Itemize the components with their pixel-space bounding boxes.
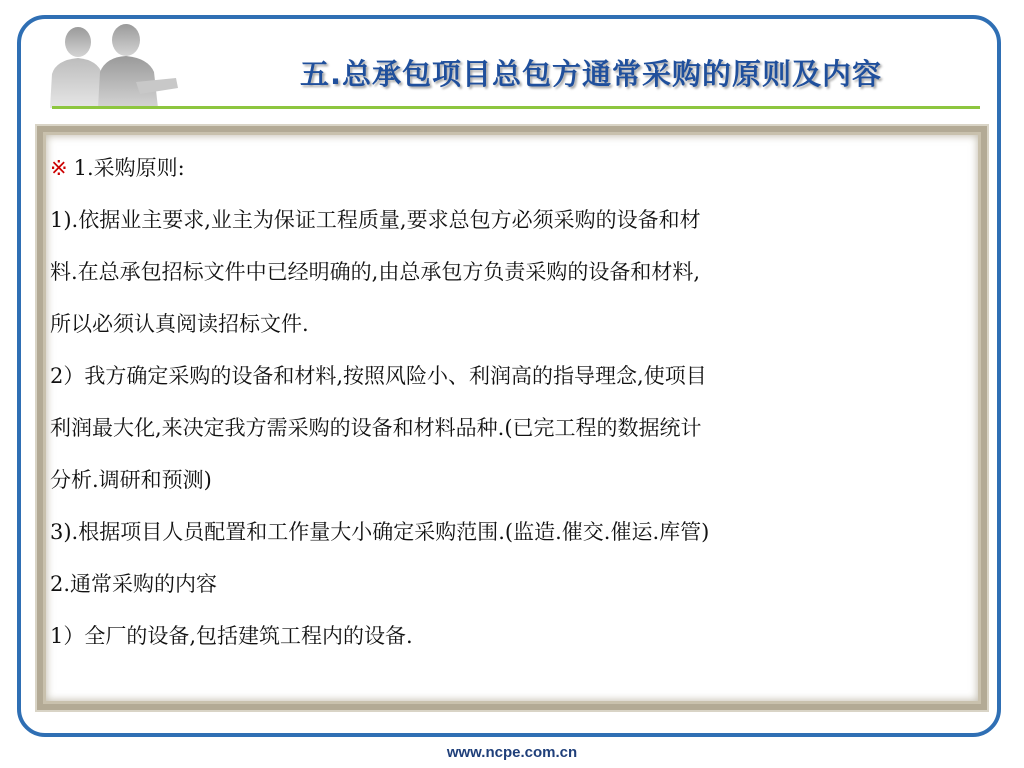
title-underline <box>52 106 980 109</box>
text-line: 2.通常采购的内容 <box>50 572 218 596</box>
business-people-silhouette-icon <box>40 22 180 108</box>
section-heading: 1.采购原则: <box>73 156 185 180</box>
text-line: 1）全厂的设备,包括建筑工程内的设备. <box>50 624 413 648</box>
text-line: 料.在总承包招标文件中已经明确的,由总承包方负责采购的设备和材料, <box>50 260 701 284</box>
text-line: 分析.调研和预测) <box>50 468 212 492</box>
page-title: 五.总承包项目总包方通常采购的原则及内容 <box>300 57 883 91</box>
text-line: 2）我方确定采购的设备和材料,按照风险小、利润高的指导理念,使项目 <box>50 364 707 388</box>
section-heading-line <box>50 142 980 194</box>
text-line: 3).根据项目人员配置和工作量大小确定采购范围.(监造.催交.催运.库管) <box>50 520 710 544</box>
content-body <box>50 142 980 662</box>
reference-mark-icon: ※ <box>50 156 68 180</box>
text-line: 利润最大化,来决定我方需采购的设备和材料品种.(已完工程的数据统计 <box>50 416 702 440</box>
footer-url: www.ncpe.com.cn <box>446 744 578 761</box>
text-line: 1).依据业主要求,业主为保证工程质量,要求总包方必须采购的设备和材 <box>50 208 701 232</box>
text-line: 所以必须认真阅读招标文件. <box>50 312 309 336</box>
